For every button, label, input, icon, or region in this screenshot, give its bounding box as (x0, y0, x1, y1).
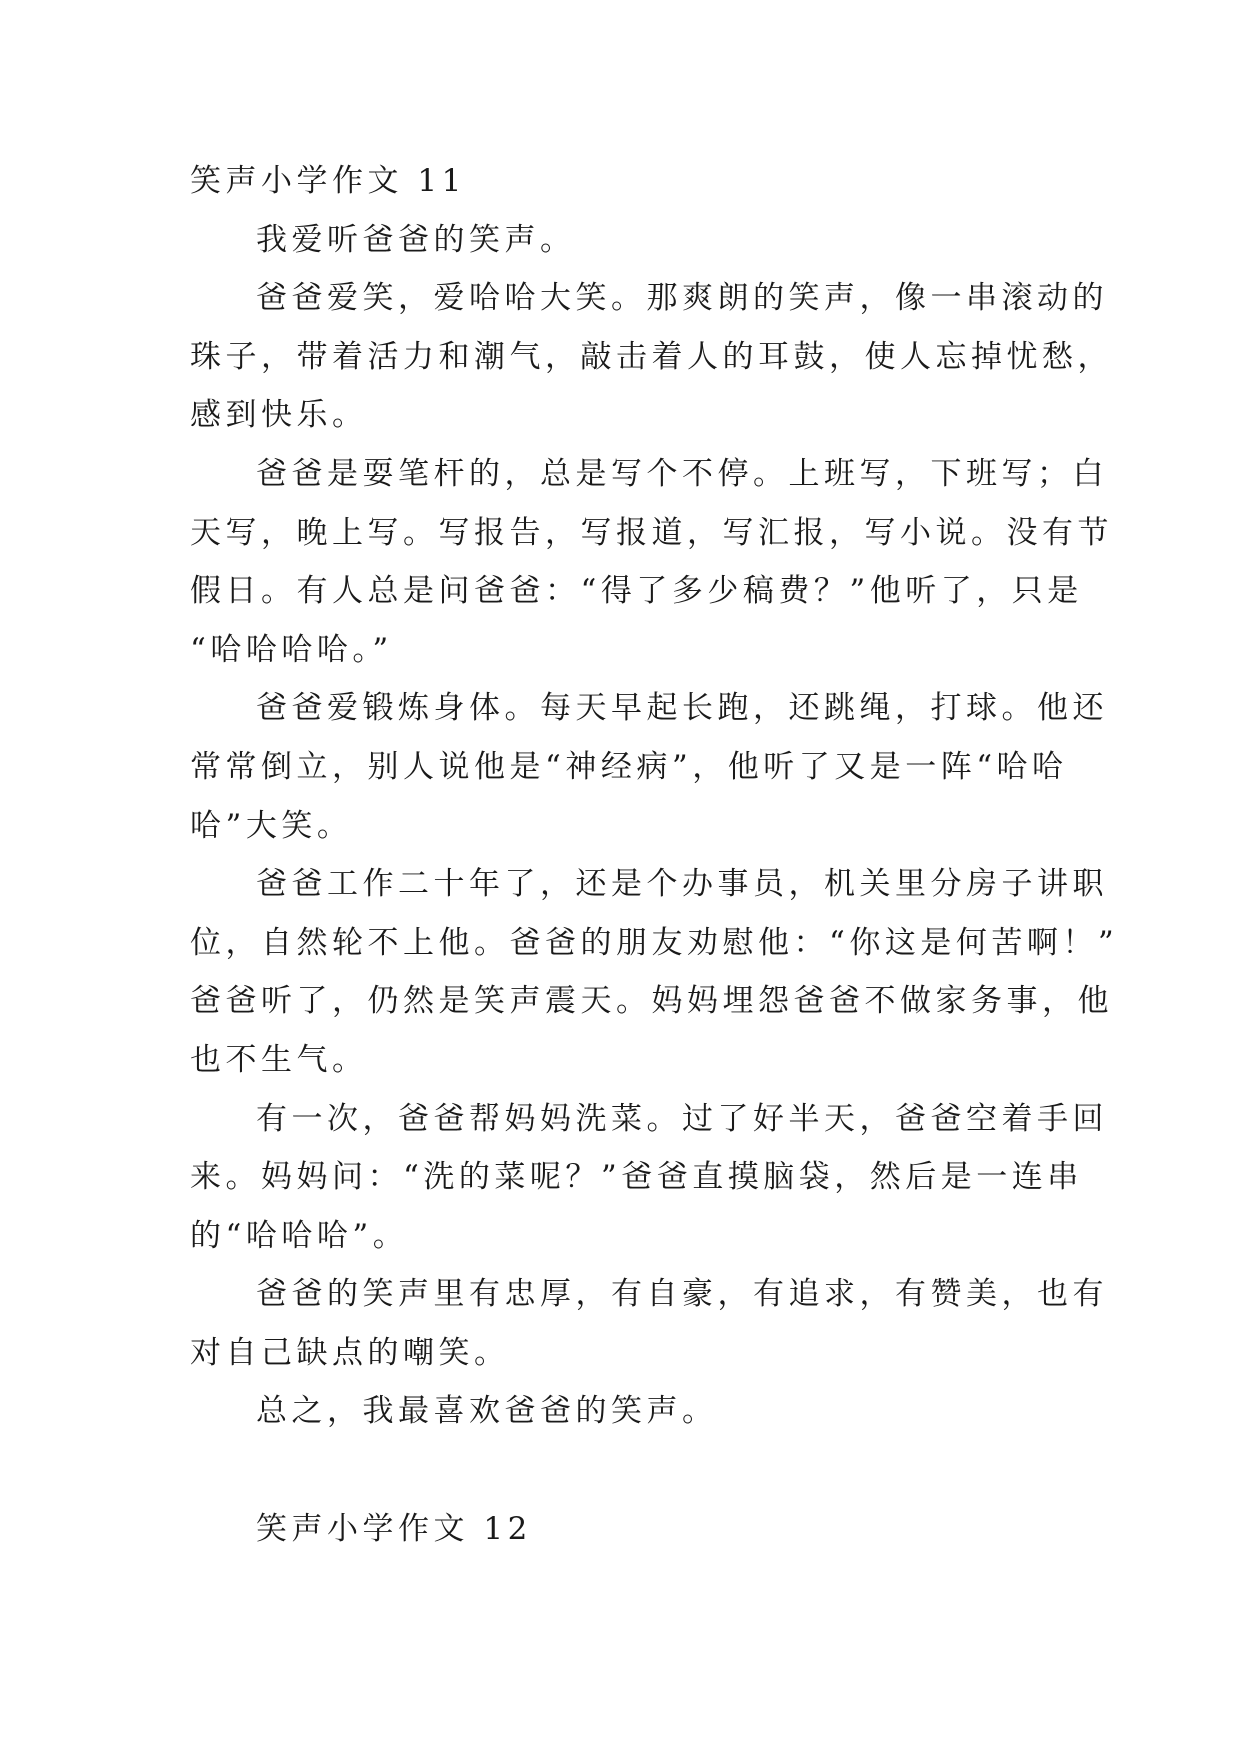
paragraph-line: 我爱听爸爸的笑声。 (256, 221, 576, 258)
paragraph-line: 的“哈哈哈”。 (190, 1217, 409, 1254)
paragraph-line: 爸爸是耍笔杆的，总是写个不停。上班写，下班写；白 (256, 455, 1108, 492)
paragraph-line: 来。妈妈问：“洗的菜呢？”爸爸直摸脑袋，然后是一连串 (190, 1159, 1083, 1196)
paragraph-line: “哈哈哈哈。” (190, 631, 393, 668)
paragraph-line: 感到快乐。 (190, 397, 368, 434)
essay-title-12: 笑声小学作文 12 (256, 1510, 532, 1547)
paragraph-line: 假日。有人总是问爸爸：“得了多少稿费？”他听了，只是 (190, 573, 1083, 610)
paragraph-line: 常常倒立，别人说他是“神经病”，他听了又是一阵“哈哈 (190, 748, 1068, 785)
essay-body (190, 152, 1119, 1558)
paragraph-line: 爸爸工作二十年了，还是个办事员，机关里分房子讲职 (256, 866, 1108, 903)
paragraph-line: 爸爸爱锻炼身体。每天早起长跑，还跳绳，打球。他还 (256, 690, 1108, 727)
paragraph-line: 总之，我最喜欢爸爸的笑声。 (256, 1393, 718, 1430)
paragraph-line: 有一次，爸爸帮妈妈洗菜。过了好半天，爸爸空着手回 (256, 1100, 1108, 1137)
paragraph-line: 珠子，带着活力和潮气，敲击着人的耳鼓，使人忘掉忧愁， (190, 338, 1113, 375)
essay-title-11: 笑声小学作文 11 (190, 163, 466, 199)
paragraph-line: 天写，晚上写。写报告，写报道，写汇报，写小说。没有节 (190, 514, 1113, 551)
paragraph-line: 爸爸听了，仍然是笑声震天。妈妈埋怨爸爸不做家务事，他 (190, 983, 1113, 1020)
paragraph-line: 哈”大笑。 (190, 807, 353, 844)
paragraph-line: 爸爸爱笑，爱哈哈大笑。那爽朗的笑声，像一串滚动的 (256, 280, 1108, 317)
paragraph-line: 爸爸的笑声里有忠厚，有自豪，有追求，有赞美，也有 (256, 1276, 1108, 1313)
paragraph-line: 位，自然轮不上他。爸爸的朋友劝慰他：“你这是何苦啊！” (190, 924, 1119, 961)
section-spacer (190, 1441, 1060, 1500)
paragraph-line: 对自己缺点的嘲笑。 (190, 1334, 510, 1371)
paragraph-line: 也不生气。 (190, 1041, 368, 1078)
